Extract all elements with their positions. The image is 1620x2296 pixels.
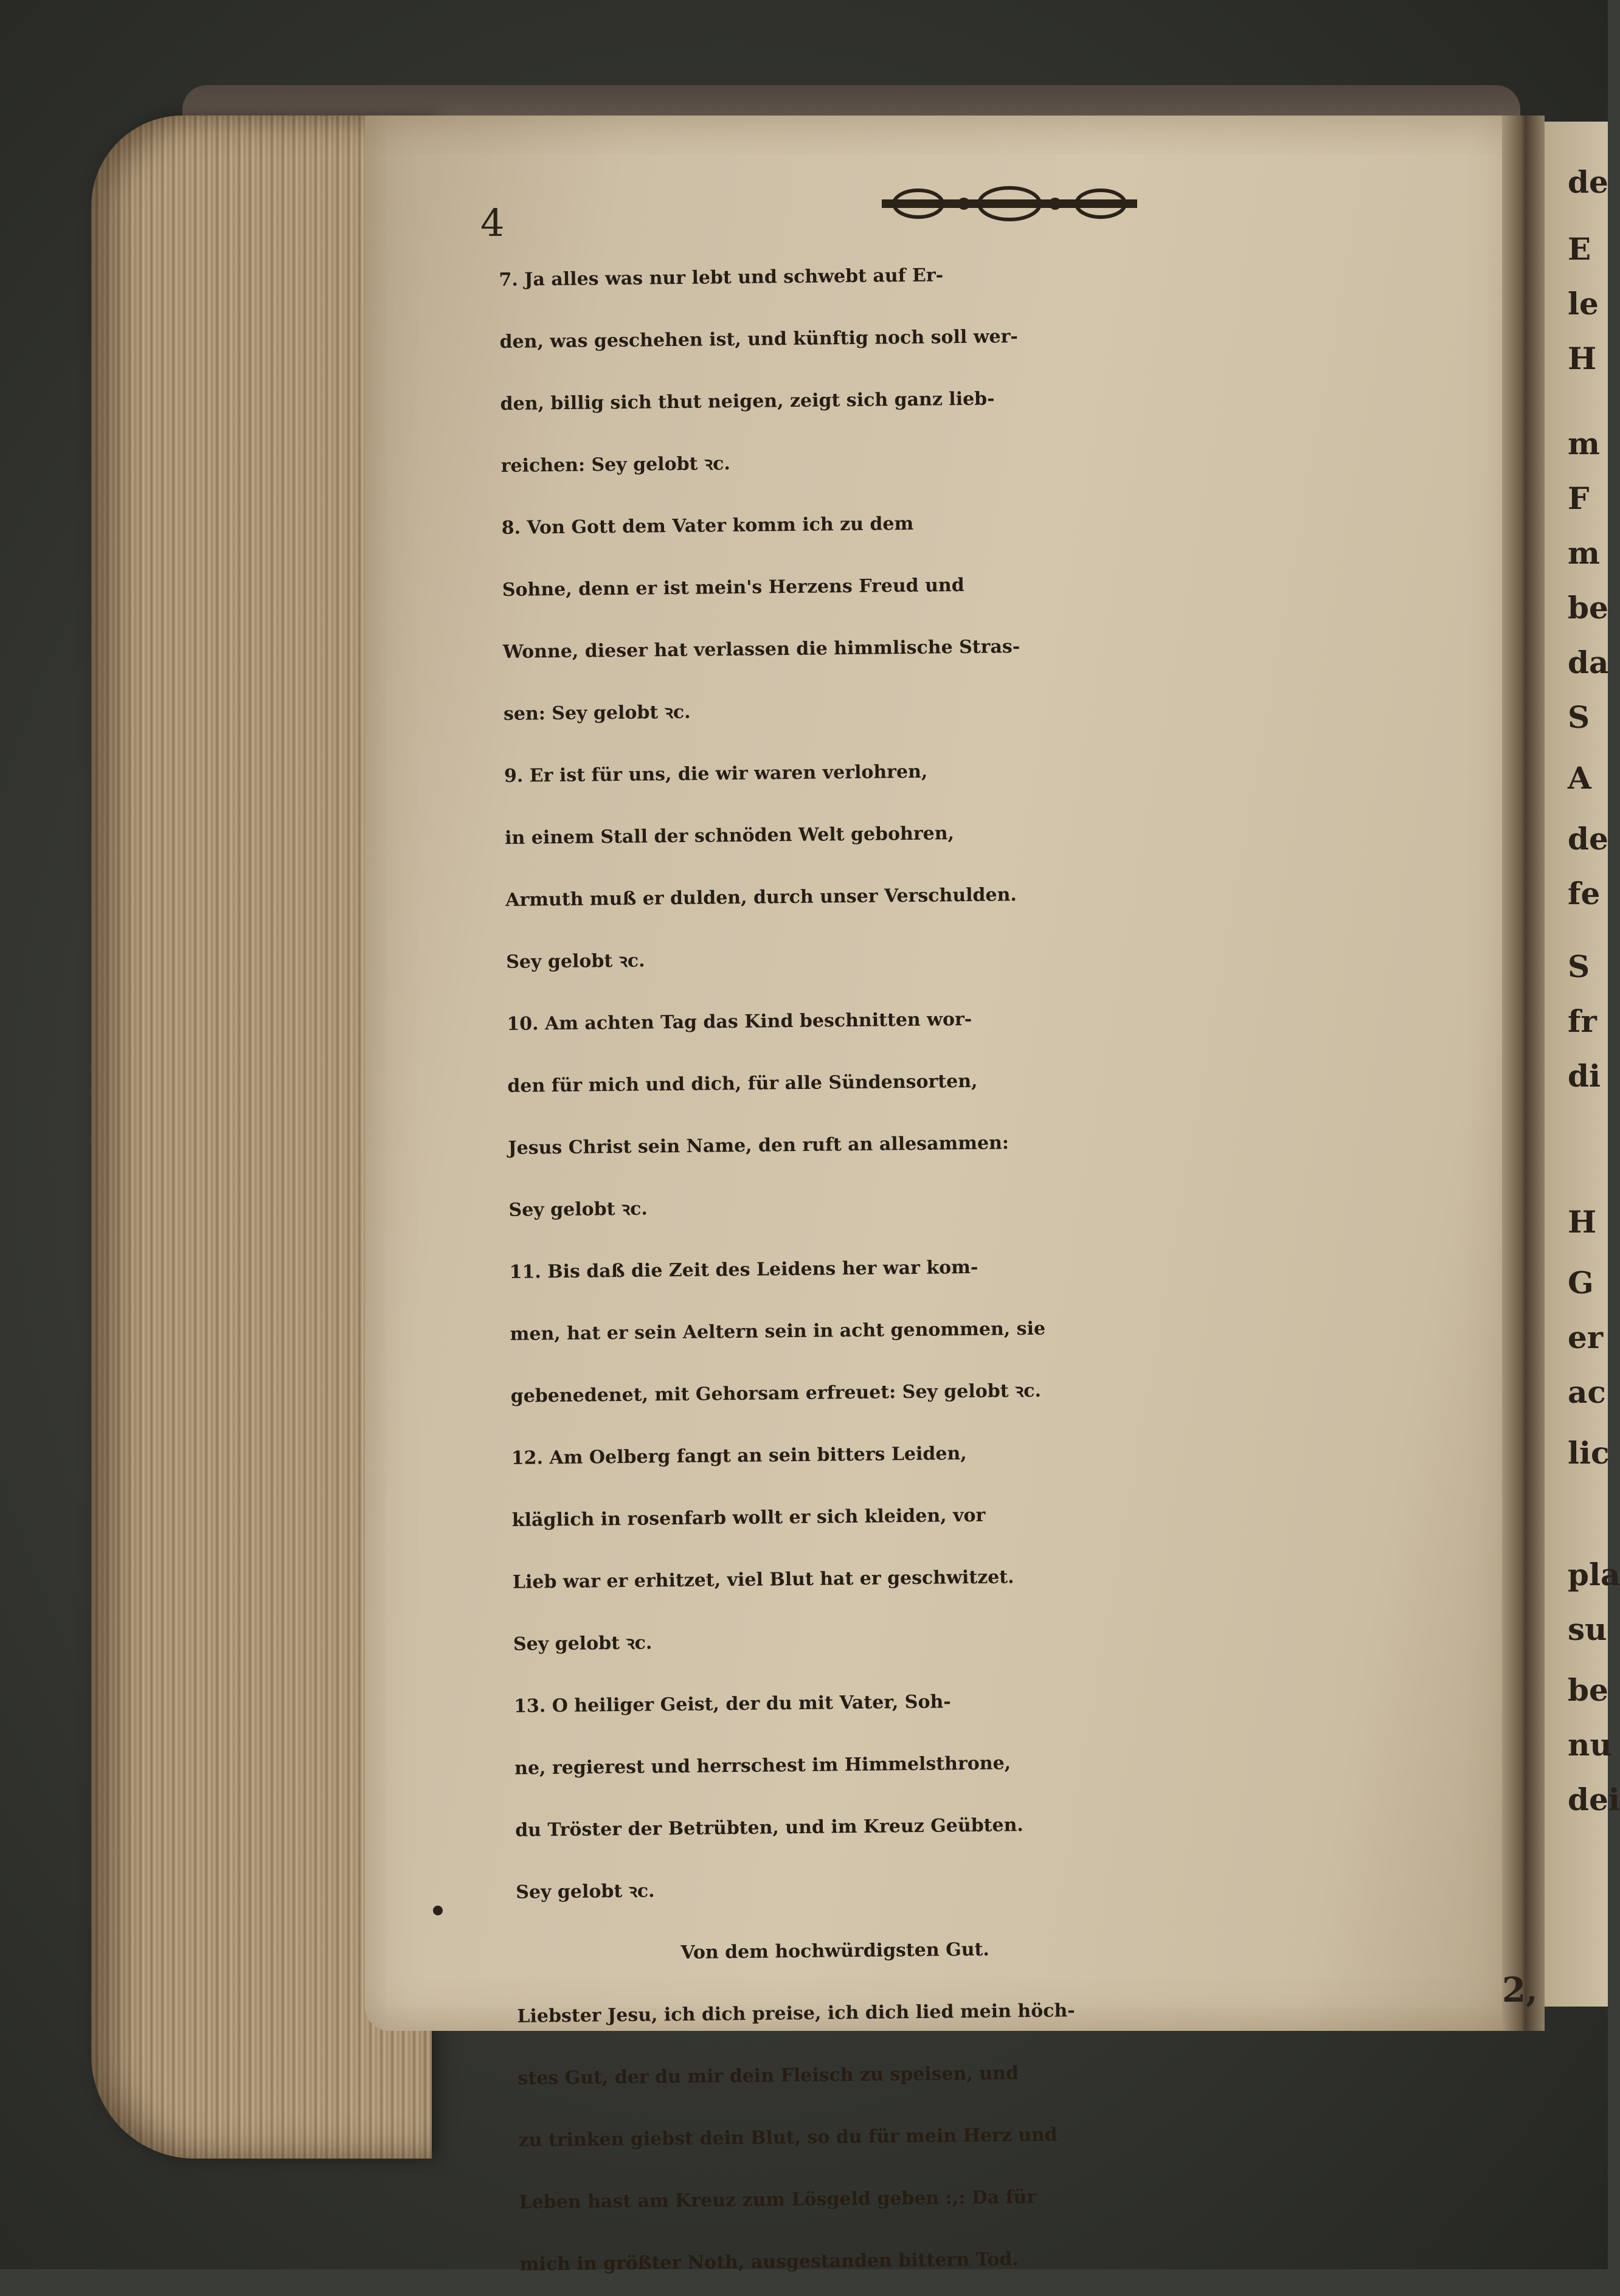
section-heading: Von dem hochwürdigsten Gut.: [680, 1938, 990, 1964]
verse-line: den, was geschehen ist, und künftig noch soll wer-: [499, 326, 1019, 353]
facing-page-fragment: de: [1568, 821, 1608, 857]
facing-page-fragment: m: [1568, 426, 1600, 462]
facing-page-fragment: lic: [1568, 1435, 1610, 1471]
verse-line: sen: Sey gelobt ꝛc.: [503, 701, 691, 725]
facing-page-fragment: S: [1568, 949, 1590, 984]
verse-line: Sey gelobt ꝛc.: [516, 1880, 655, 1903]
facing-page-fragment: le: [1568, 286, 1599, 322]
verse-line: ne, regierest und herrschest im Himmelsthrone,: [514, 1752, 1011, 1779]
facing-page-fragment: S: [1568, 699, 1590, 735]
facing-page-fragment: nu: [1568, 1727, 1612, 1763]
verse-line: Sey gelobt ꝛc.: [508, 1198, 648, 1221]
facing-page-fragment: fe: [1568, 876, 1601, 911]
prayer-line: Leben hast am Kreuz zum Lösgeld geben :,: Da für: [519, 2186, 1037, 2213]
verse-line: men, hat er sein Aeltern sein in acht genommen, sie: [510, 1318, 1046, 1345]
margin-dot: [433, 1906, 443, 1915]
facing-page-fragment: er: [1568, 1319, 1604, 1355]
verse-line: 12. Am Oelberg fangt an sein bitters Leiden,: [511, 1443, 967, 1469]
prayer-line: mich in größter Noth, ausgestanden bittern Tod.: [519, 2249, 1019, 2275]
verse-line: Lieb war er erhitzet, viel Blut hat er geschwitzet.: [512, 1566, 1014, 1593]
facing-page-fragment: de: [1568, 164, 1608, 200]
verse-line: kläglich in rosenfarb wollt er sich kleiden, vor: [511, 1504, 986, 1531]
verse-line: 13. O heiliger Geist, der du mit Vater, Soh-: [513, 1691, 951, 1717]
prayer-line: stes Gut, der du mir dein Fleisch zu speisen, und: [518, 2063, 1019, 2089]
facing-page-fragment: ac: [1568, 1374, 1606, 1410]
verse-line: Armuth muß er dulden, durch unser Verschulden.: [505, 884, 1017, 911]
verse-line: in einem Stall der schnöden Welt gebohren,: [504, 823, 955, 849]
facing-page-fragment: fr: [1568, 1003, 1597, 1039]
verse-line: Jesus Christ sein Name, den ruft an allesammen:: [508, 1132, 1009, 1159]
facing-page-fragment: H: [1568, 341, 1597, 376]
verse-line: 10. Am achten Tag das Kind beschnitten wor-: [507, 1008, 972, 1035]
prayer-line: Liebster Jesu, ich dich preise, ich dich lied mein höch-: [517, 2000, 1075, 2027]
ornament-divider: [876, 182, 1143, 226]
prayer-line: zu trinken giebst dein Blut, so du für mein Herz und: [518, 2124, 1058, 2151]
facing-page-edge: [1545, 122, 1620, 2007]
verse-line: Sey gelobt ꝛc.: [506, 950, 645, 973]
verse-line: 8. Von Gott dem Vater komm ich zu dem: [501, 513, 914, 539]
facing-page-fragment: dei: [1568, 1782, 1620, 1817]
catchword: 2,: [1502, 1970, 1538, 2010]
verse-line: Sey gelobt ꝛc.: [513, 1632, 652, 1655]
facing-page-fragment: da: [1568, 645, 1609, 680]
facing-page-fragment: be: [1568, 1672, 1608, 1708]
verse-line: den für mich und dich, für alle Sündensorten,: [507, 1070, 978, 1097]
page-number: 4: [480, 201, 505, 245]
verse-line: 11. Bis daß die Zeit des Leidens her war kom-: [509, 1256, 978, 1283]
verse-line: gebenedenet, mit Gehorsam erfreuet: Sey gelobt ꝛc.: [510, 1380, 1042, 1407]
verse-line: 9. Er ist für uns, die wir waren verlohren,: [504, 761, 928, 787]
facing-page-fragment: A: [1568, 760, 1591, 796]
facing-page-fragment: F: [1568, 480, 1590, 516]
facing-page-fragment: be: [1568, 590, 1608, 626]
verse-line: Sohne, denn er ist mein's Herzens Freud und: [502, 575, 964, 601]
facing-page-fragment: E: [1568, 231, 1591, 267]
facing-page-fragment: su: [1568, 1611, 1607, 1647]
verse-line: reichen: Sey gelobt ꝛc.: [500, 453, 730, 477]
hymn-text: [499, 238, 1542, 2295]
facing-page-fragment: di: [1568, 1058, 1601, 1094]
facing-page-fragment: H: [1568, 1204, 1597, 1240]
verse-line: du Tröster der Betrübten, und im Kreuz Geübten.: [515, 1814, 1024, 1841]
facing-page-fragment: G: [1568, 1265, 1594, 1301]
verse-line: 7. Ja alles was nur lebt und schwebt auf Er-: [499, 265, 944, 291]
facing-page-fragment: pla: [1568, 1557, 1620, 1592]
verse-line: den, billig sich thut neigen, zeigt sich ganz lieb-: [500, 388, 995, 415]
facing-page-fragment: m: [1568, 535, 1600, 571]
verse-line: Wonne, dieser hat verlassen die himmlische Stras-: [502, 636, 1020, 663]
